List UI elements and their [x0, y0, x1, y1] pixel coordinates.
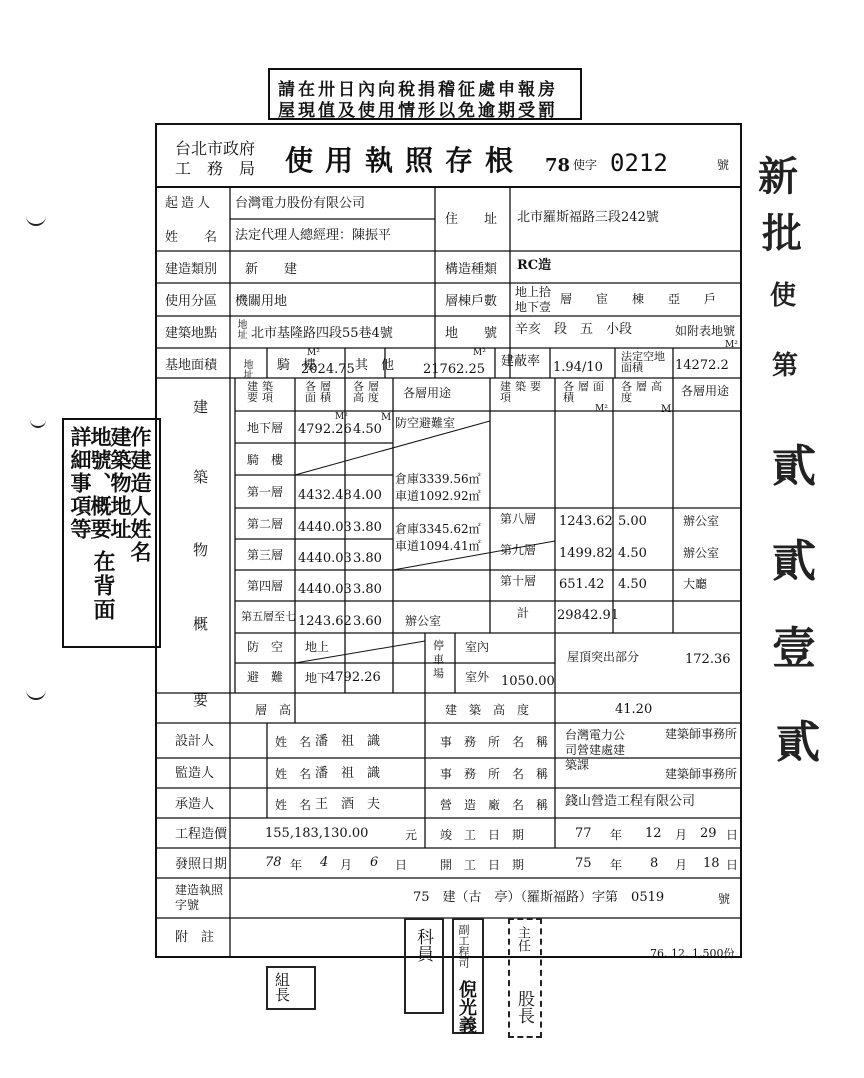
floors-label: 層棟戶數: [445, 294, 498, 309]
seal-stamp: [404, 918, 444, 1014]
print-note: 76. 12. 1,500份: [650, 947, 735, 960]
complete-label: 竣 工 日 期: [440, 828, 525, 842]
floor-height: 3.80: [353, 582, 382, 597]
seal-text: 組長: [273, 972, 291, 1002]
permit-zi: 使字: [573, 158, 598, 172]
floor-use-right: 辦公室: [683, 546, 720, 560]
permit-form: [155, 123, 742, 960]
shelter-above: 地上: [305, 640, 330, 654]
m2-mark: M²: [595, 404, 608, 414]
floor-height: 3.60: [353, 614, 382, 629]
floor-use-right: 辦公室: [683, 514, 720, 528]
permit-hao: 號: [718, 892, 731, 906]
floor-height-right: 4.50: [618, 546, 647, 561]
floor-height-label: 層 高: [255, 703, 292, 717]
lot-note: 如附表地號: [675, 324, 736, 338]
other-label: 其 他: [355, 358, 395, 373]
parking-label: 停車場: [433, 639, 444, 680]
complete-month: 12: [645, 826, 662, 841]
zone-value: 機關用地: [235, 294, 288, 309]
base-sub-label: 地址: [241, 359, 252, 379]
legal-m2: M²: [725, 340, 738, 350]
designer-firm: 台灣電力公司營建處建築課: [565, 728, 626, 772]
m2-mark: M²: [335, 412, 348, 422]
floor-height-right: 5.00: [618, 514, 647, 529]
agency-line-1: 台北市政府: [175, 139, 256, 158]
contractor-name: 王 酒 夫: [315, 797, 381, 812]
coverage-value: 1.94/10: [553, 360, 603, 375]
floor-area: 4792.26: [298, 422, 352, 437]
start-yue: 月: [675, 858, 688, 872]
edge-char: 第: [772, 351, 799, 381]
seal-text: 股長: [514, 990, 534, 1024]
floor-use: 倉庫3339.56㎡ 車道1092.92㎡: [395, 472, 481, 503]
outline-char-2: 築: [193, 468, 209, 486]
floor-label-right: 第十層: [500, 574, 537, 588]
roof-label: 屋頂突出部分: [567, 650, 640, 664]
name-value: 法定代理人總經理：陳振平: [235, 228, 392, 243]
permit-hao: 號: [717, 158, 730, 172]
floor-label: 第一層: [247, 485, 284, 499]
floor-use: 防空避難室: [395, 416, 456, 430]
floor-height-right: 4.50: [618, 577, 647, 592]
floor-use: 辦公室: [405, 614, 442, 628]
supervisor-firm-label: 事 務 所 名 稱: [440, 767, 549, 781]
supervisor-label: 監造人: [175, 766, 215, 781]
arcade-m2: M²: [307, 348, 320, 358]
seal-stamp: [266, 966, 316, 1010]
contractor-label: 承造人: [175, 797, 215, 812]
complete-nian: 年: [610, 828, 623, 842]
seal-text: 副工程司: [457, 924, 470, 968]
col-height-head: 各層高度: [353, 380, 383, 404]
seal-text: 主任: [515, 926, 530, 952]
issue-ri: 日: [395, 858, 408, 872]
floor-height: 3.80: [353, 551, 382, 566]
complete-ri: 日: [726, 828, 739, 842]
outline-char-4: 概: [193, 615, 209, 633]
contractor-firm: 錢山營造工程有限公司: [565, 794, 696, 809]
floor-use-right: 大廳: [683, 577, 708, 591]
designer-firm-label: 事 務 所 名 稱: [440, 735, 549, 749]
name-label: 姓 名: [165, 230, 218, 245]
floor-area: 4440.03: [298, 551, 352, 566]
floor-area-right: 29842.91: [557, 608, 620, 623]
site-small: 地址: [235, 319, 246, 339]
notes-side-box: [62, 418, 161, 648]
zone-label: 使用分區: [165, 294, 218, 309]
margin-mark: [30, 420, 46, 428]
floor-label: 第五層至七: [241, 610, 296, 623]
type-value: 新 建: [245, 262, 298, 277]
site-label: 建築地點: [165, 326, 218, 341]
legal-value: 14272.2: [675, 358, 729, 373]
coverage-label: 建蔽率: [501, 354, 541, 369]
parking-outdoor: 室外: [465, 670, 490, 684]
seal-stamp: [508, 918, 542, 1038]
builder-value: 台灣電力股份有限公司: [235, 196, 366, 211]
col-area-head-right: 各層面積: [563, 380, 608, 404]
edge-char: 貳: [776, 717, 820, 768]
floor-label-right: 第八層: [500, 512, 537, 526]
cost-unit: 元: [405, 828, 418, 842]
floor-area: 4432.48: [298, 488, 352, 503]
supervisor-firm-note: 建築師事務所: [665, 767, 738, 781]
floor-height: 4.50: [353, 422, 382, 437]
floor-label-right: 計: [517, 606, 530, 620]
page-title: 使用執照存根: [285, 144, 526, 177]
margin-mark: [26, 216, 46, 226]
col-area-head: 各層面積: [305, 380, 335, 404]
tax-notice-box: [268, 68, 582, 120]
address-label: 住 址: [445, 212, 498, 227]
issue-yue: 月: [340, 858, 353, 872]
floor-area-right: 1499.82: [559, 546, 613, 561]
floor-label: 第二層: [247, 517, 284, 531]
edge-char: 使: [770, 281, 797, 311]
arcade-value: 2024.75: [301, 362, 355, 377]
start-nian: 年: [610, 858, 623, 872]
designer-name: 潘 祖 識: [315, 734, 381, 749]
floor-height: 4.00: [353, 488, 382, 503]
start-month: 8: [650, 856, 659, 871]
permit-value: 75 建（古 亭）（羅斯福路）字第 0519: [413, 890, 665, 905]
m-mark: M: [661, 404, 672, 415]
address-value: 北市羅斯福路三段242號: [517, 210, 659, 225]
col-use-head: 各層用途: [403, 386, 452, 400]
side-col-4: 詳細事項等: [68, 426, 93, 541]
parking-indoor: 室內: [465, 640, 490, 654]
arcade-label: 騎 樓: [277, 358, 317, 373]
col-use-head-right: 各層用途: [681, 384, 730, 398]
side-col-1: 作建造人姓名: [128, 426, 153, 564]
issue-month: 4: [320, 855, 329, 870]
floor-area-right: 651.42: [559, 577, 605, 592]
m-mark: M: [381, 412, 392, 423]
complete-year: 77: [575, 826, 592, 841]
edge-char: 壹: [772, 623, 816, 674]
site-value: 北市基隆路四段55巷4號: [251, 326, 393, 341]
col-item-head-right: 建築要項: [500, 380, 545, 404]
base-label: 基地面積: [165, 358, 218, 373]
permit-number: 0212: [610, 149, 668, 177]
floor-label: 地下層: [247, 421, 284, 435]
start-label: 開 工 日 期: [440, 858, 525, 872]
contractor-name-label: 姓 名: [275, 798, 312, 812]
col-height-head-right: 各層高度: [621, 380, 666, 404]
parking-outdoor-value: 1050.00: [501, 674, 555, 689]
legal-label: 法定空地面積: [621, 350, 665, 374]
col-item-head: 建築要項: [247, 380, 277, 404]
floor-height: 3.80: [353, 520, 382, 535]
issue-day: 6: [370, 855, 379, 870]
shelter-label-1: 防 空: [247, 640, 284, 654]
side-col-3: 地號、概要: [88, 426, 113, 541]
contractor-firm-label: 營 造 廠 名 稱: [440, 798, 549, 812]
notice-line-1: 請在卅日內向稅捐稽征處申報房: [278, 80, 558, 100]
designer-name-label: 姓 名: [275, 735, 312, 749]
outline-char-1: 建: [193, 398, 209, 416]
lot-label: 地 號: [445, 326, 498, 341]
floor-use: 倉庫3345.62㎡ 車道1094.41㎡: [395, 522, 481, 553]
side-col-2: 建築物地址: [108, 426, 133, 541]
supervisor-name: 潘 祖 識: [315, 766, 381, 781]
floor-area-right: 1243.62: [559, 514, 613, 529]
start-year: 75: [575, 856, 592, 871]
outline-char-3: 物: [193, 541, 209, 559]
floors-below: 地下壹: [515, 300, 552, 314]
issue-year: 78: [265, 855, 282, 870]
permit-label: 建造執照字號: [175, 883, 224, 912]
other-m2: M²: [473, 348, 486, 358]
agency-line-2: 工 務 局: [175, 159, 256, 178]
attach-label: 附 註: [175, 930, 215, 945]
building-height-value: 41.20: [615, 702, 653, 717]
lot-value: 辛亥 段 五 小段: [515, 322, 633, 337]
complete-day: 29: [700, 826, 717, 841]
floor-area: 4440.03: [298, 582, 352, 597]
edge-char: 貳: [772, 441, 816, 492]
edge-char: 批: [762, 210, 802, 257]
floor-area: 4440.03: [298, 520, 352, 535]
seal-stamp: [452, 918, 484, 1034]
supervisor-name-label: 姓 名: [275, 767, 312, 781]
structure-label: 構造種類: [445, 262, 498, 277]
start-day: 18: [703, 856, 720, 871]
floors-above: 地上拾: [515, 285, 552, 299]
other-value: 21762.25: [423, 362, 486, 377]
edge-char: 新: [758, 153, 798, 200]
cost-value: 155,183,130.00: [265, 826, 369, 841]
designer-label: 設計人: [175, 734, 215, 749]
permit-year: 78: [545, 155, 571, 176]
edge-char: 貳: [772, 536, 816, 587]
complete-yue: 月: [675, 828, 688, 842]
floor-area: 1243.62: [298, 614, 352, 629]
floor-label-right: 第九層: [500, 543, 537, 557]
designer-firm-note: 建築師事務所: [665, 727, 738, 741]
building-height-label: 建 築 高 度: [445, 703, 530, 717]
shelter-below-value: 4792.26: [327, 670, 381, 685]
shelter-below: 地下: [305, 671, 330, 685]
shelter-label-2: 避 難: [247, 670, 284, 684]
roof-value: 172.36: [685, 652, 731, 667]
floor-label: 第四層: [247, 579, 284, 593]
seal-text: 科員: [413, 928, 433, 962]
outline-char-5: 要: [193, 691, 209, 709]
cost-label: 工程造價: [175, 827, 228, 842]
start-ri: 日: [726, 858, 739, 872]
floors-rest: 層 宦 棟 亞 戶: [560, 292, 717, 306]
floor-label: 騎 樓: [247, 453, 284, 467]
issue-label: 發照日期: [175, 857, 228, 872]
floor-label: 第三層: [247, 548, 284, 562]
issue-nian: 年: [290, 858, 303, 872]
notice-line-2: 屋現值及使用情形以免逾期受罰: [278, 101, 558, 121]
side-col-5: 在背面: [90, 550, 116, 622]
structure-value: RC造: [517, 258, 552, 273]
type-label: 建造類別: [165, 262, 218, 277]
builder-label: 起造人: [165, 196, 214, 211]
margin-mark: [26, 690, 46, 700]
seal-text: 倪光義: [456, 980, 477, 1034]
